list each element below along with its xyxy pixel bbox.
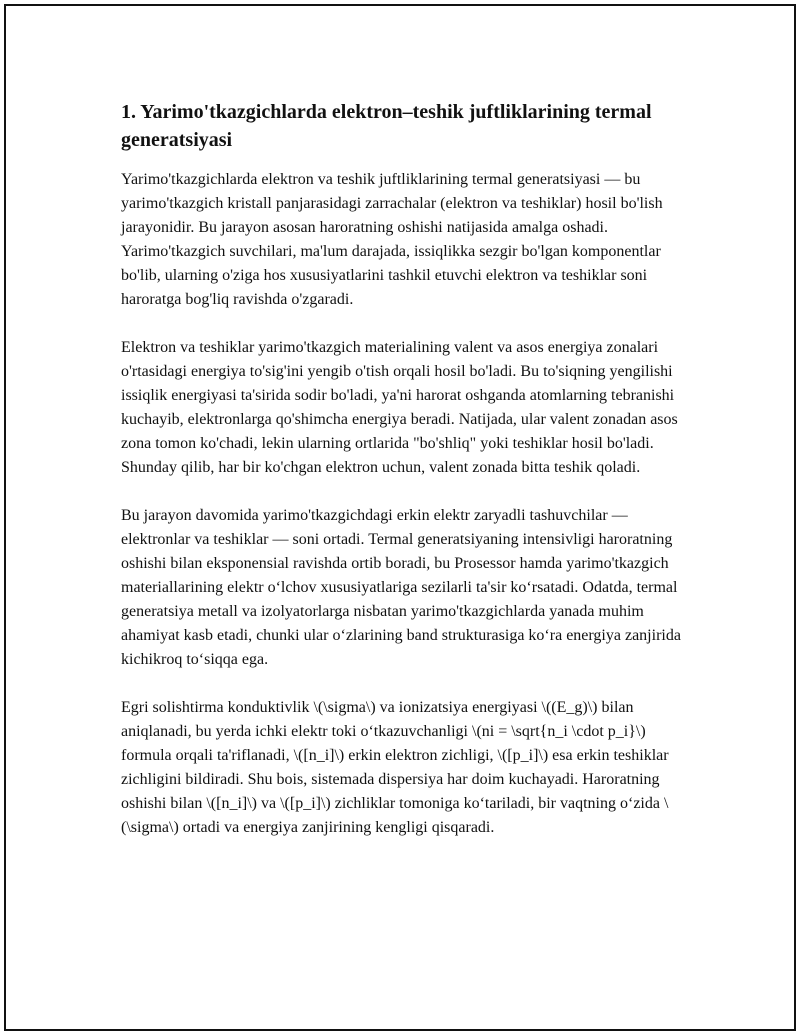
paragraph-4: Egri solishtirma konduktivlik \(\sigma\) va ionizatsiya energiyasi \((E_g)\) bilan aniqlanadi, bu yerda ichki elektr toki o‘tkazuvchanligi \(ni = \sqrt{n_i \cdot p_i}\) formula orqali ta'riflanadi, \([n_i]\) erkin elektron zichligi, \([p_i]\) esa erkin teshiklar zichligini bildiradi. Shu bois, sistemada dispersiya har doim kuchayadi. Haroratning oshishi bilan \([n_i]\) va \([p_i]\) zichliklar tomoniga ko‘tariladi, bir vaqtning o‘zida \(\sigma\) ortadi va energiya zanjirining kengligi qisqaradi.	[121, 699, 669, 836]
paragraph-1: Yarimo'tkazgichlarda elektron va teshik juftliklarining termal generatsiyasi — bu yarimo'tkazgich kristall panjarasidagi zarrachalar (elektron va teshiklar) hosil bo'lish jarayonidir. Bu jarayon asosan haroratning oshishi natijasida amalga oshadi. Yarimo'tkazgich suvchilari, ma'lum darajada, issiqlikka sezgir bo'lgan komponentlar bo'lib, ularning o'ziga hos xususiyatlarini tashkil etuvchi elektron va teshiklar soni haroratga bog'liq ravishda o'zgaradi.	[121, 171, 663, 308]
document-title: 1. Yarimo'tkazgichlarda elektron–teshik juftliklarining termal generatsiyasi	[121, 101, 652, 151]
paragraph-2: Elektron va teshiklar yarimo'tkazgich materialining valent va asos energiya zonalari o'rtasidagi energiya to'sig'ini yengib o'tish orqali hosil bo'ladi. Bu to'siqning yengilishi issiqlik energiyasi ta'sirida sodir bo'ladi, ya'ni harorat oshganda atomlarning tebranishi kuchayib, elektronlarga qo'shimcha energiya beradi. Natijada, ular valent zonadan asos zona tomon ko'chadi, lekin ularning ortlarida "bo'shliq" yoki teshiklar hosil bo'ladi. Shunday qilib, har bir ko'chgan elektron uchun, valent zonada bitta teshik qoladi.	[121, 339, 678, 476]
paragraph-3: Bu jarayon davomida yarimo'tkazgichdagi erkin elektr zaryadli tashuvchilar — elektronlar va teshiklar — soni ortadi. Termal generatsiyaning intensivligi haroratning oshishi bilan eksponensial ravishda ortib boradi, bu Prosessor hamda yarimo'tkazgich materiallarining elektr o‘lchov xususiyatlariga sezilarli ta'sir ko‘rsatadi. Odatda, termal generatsiya metall va izolyatorlarga nisbatan yarimo'tkazgichlarda yanada muhim ahamiyat kasb etadi, chunki ular o‘zlarining band strukturasiga ko‘ra energiya zanjirida kichikroq to‘siqqa ega.	[121, 507, 681, 668]
document-body	[121, 98, 691, 864]
page-frame	[4, 4, 796, 1031]
